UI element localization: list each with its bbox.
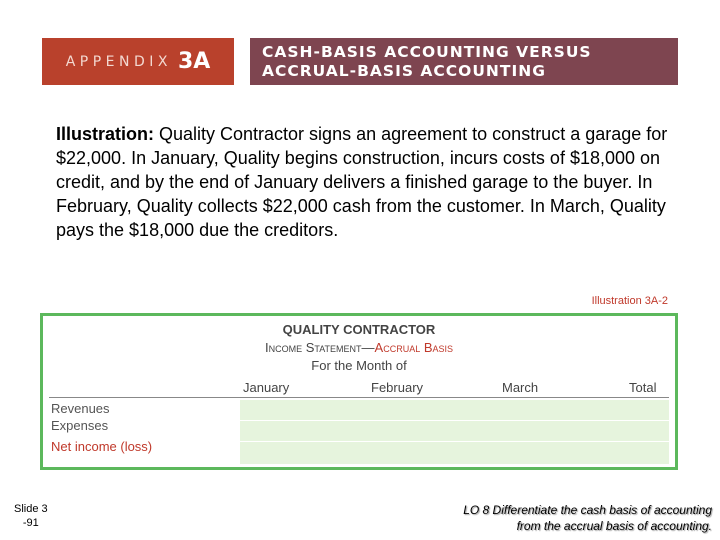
statement-subtitle-plain: Income Statement—	[264, 340, 375, 355]
appendix-banner	[42, 38, 234, 85]
statement-subtitle-highlight: Accrual Basis	[374, 340, 454, 355]
appendix-label: APPENDIX	[65, 53, 172, 70]
column-total: Total	[629, 380, 657, 395]
income-statement	[40, 313, 678, 470]
title-banner	[250, 38, 678, 85]
slide-number	[14, 502, 48, 530]
column-march: March	[502, 380, 539, 395]
illustration-text	[56, 122, 672, 242]
statement-subtitle	[43, 340, 675, 355]
learning-objective-line-2: from the accrual basis of accounting.	[516, 519, 712, 533]
title-line-1: CASH-BASIS ACCOUNTING VERSUS	[262, 42, 592, 61]
statement-period: For the Month of	[311, 358, 407, 373]
row-divider	[240, 441, 669, 442]
learning-objective	[463, 502, 712, 534]
column-february: February	[371, 380, 424, 395]
column-january: January	[243, 380, 290, 395]
title-line-2: ACCRUAL-BASIS ACCOUNTING	[262, 61, 546, 80]
learning-objective-line-1: LO 8 Differentiate the cash basis of accounting	[463, 503, 712, 517]
row-net-income: Net income (loss)	[51, 439, 153, 454]
statement-company: QUALITY CONTRACTOR	[282, 322, 436, 337]
row-divider	[240, 420, 669, 421]
header-divider	[49, 397, 669, 398]
statement-values-area	[240, 400, 669, 464]
slide-number-line-1: Slide 3	[14, 503, 48, 515]
illustration-reference: Illustration 3A-2	[591, 295, 668, 307]
illustration-body: Quality Contractor signs an agreement to construct a garage for $22,000. In January, Quality begins construction, incurs costs of $18,000 on credit, and by the end of January delivers a finished garage to the buyer. In February, Quality collects $22,000 cash from the customer. In March, Quality pays the $18,000 due the creditors.	[56, 124, 668, 240]
row-revenues: Revenues	[51, 401, 110, 416]
illustration-lead: Illustration:	[56, 124, 154, 144]
row-expenses: Expenses	[51, 418, 109, 433]
slide-number-line-2: -91	[22, 517, 39, 529]
appendix-code: 3A	[177, 49, 211, 74]
